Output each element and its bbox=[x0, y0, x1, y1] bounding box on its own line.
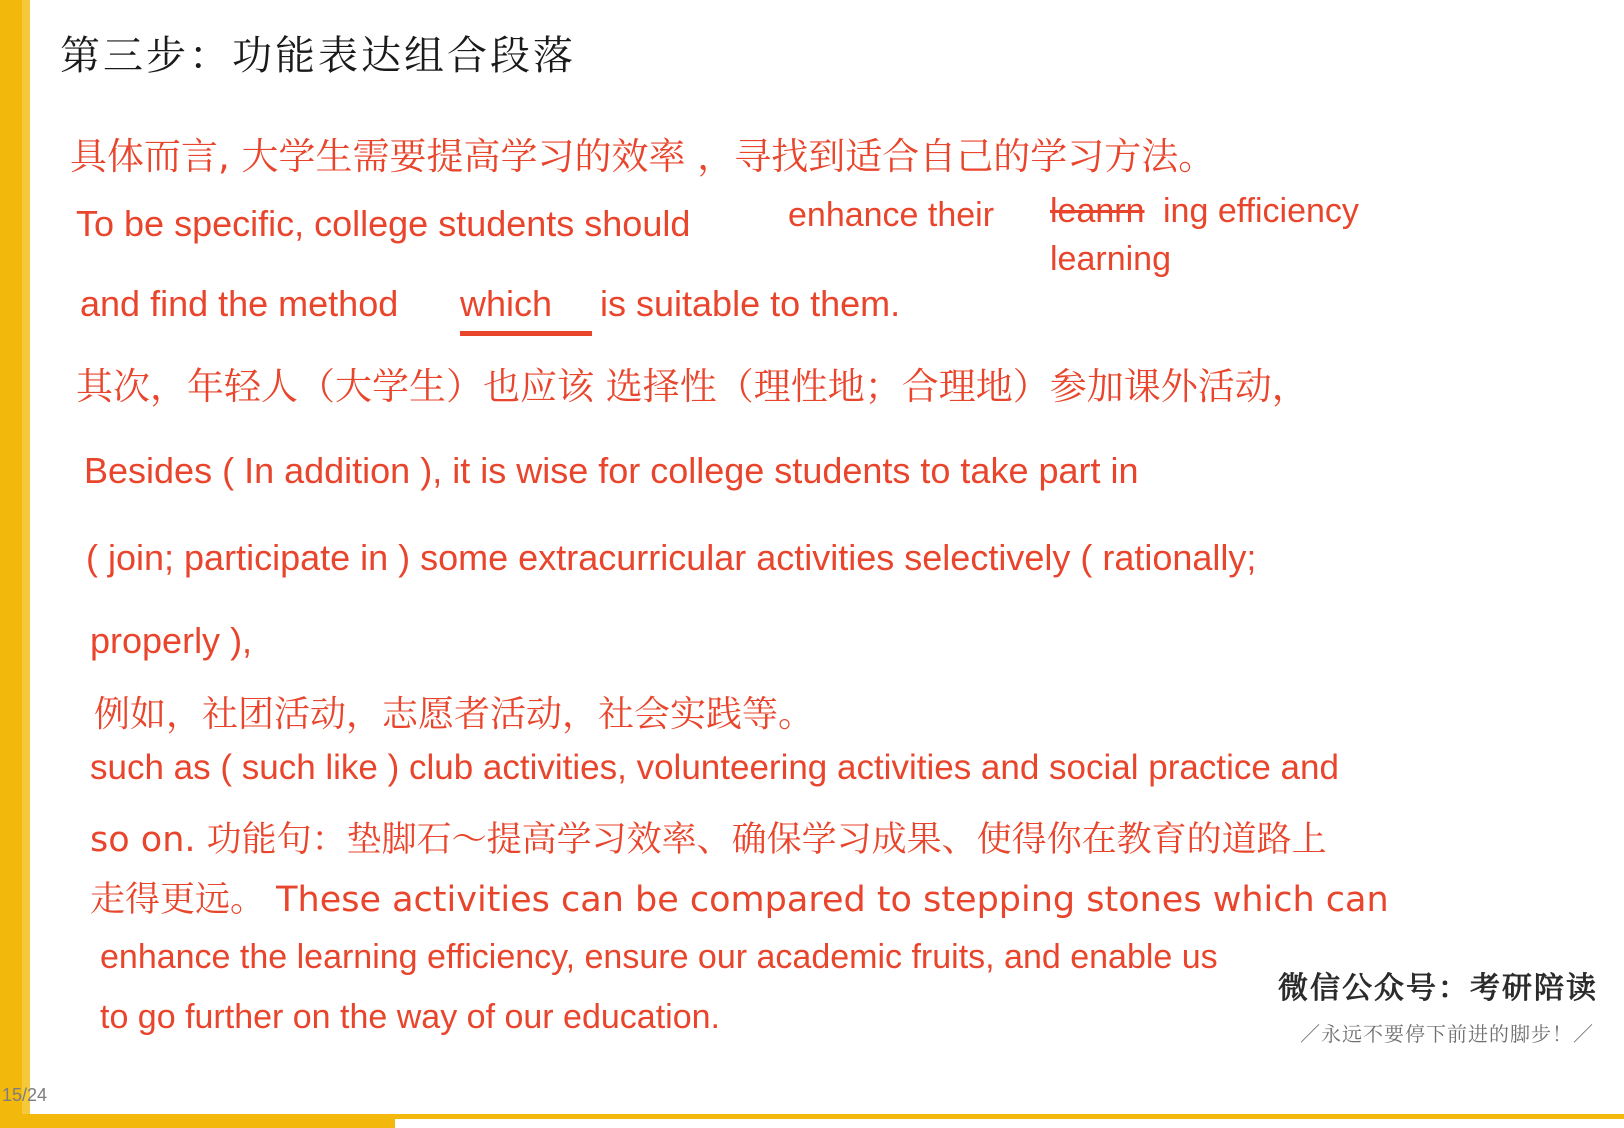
paragraph-line-2-strikethrough-word: leanrn bbox=[1050, 192, 1145, 230]
paragraph-line-3-underlined-word: which bbox=[460, 283, 553, 324]
watermark-tagline: ／永远不要停下前进的脚步！／ bbox=[1300, 1022, 1594, 1046]
paragraph-line-13-en: to go further on the way of our education. bbox=[100, 998, 720, 1036]
paragraph-line-10-mixed: so on. 功能句：垫脚石～提高学习效率、确保学习成果、使得你在教育的道路上 bbox=[90, 820, 1327, 860]
paragraph-line-12-en: enhance the learning efficiency, ensure our academic fruits, and enable us bbox=[100, 938, 1218, 976]
paragraph-line-5-en: Besides ( In addition ), it is wise for college students to take part in bbox=[84, 450, 1139, 491]
paragraph-line-6-en: ( join; participate in ) some extracurricular activities selectively ( rationally; bbox=[86, 537, 1257, 578]
paragraph-line-4-cn: 其次，年轻人（大学生）也应该 选择性（理性地；合理地）参加课外活动， bbox=[76, 365, 1309, 408]
paragraph-line-3-en-part-b: is suitable to them. bbox=[600, 283, 901, 324]
paragraph-line-9-en: such as ( such like ) club activities, volunteering activities and social practice and bbox=[90, 748, 1339, 787]
paragraph-line-1-cn: 具体而言, 大学生需要提高学习的效率 ，寻找到适合自己的学习方法。 bbox=[70, 135, 1216, 178]
paragraph-line-11-mixed: 走得更远。 These activities can be compared to stepping stones which can bbox=[90, 880, 1389, 920]
page-title bbox=[60, 24, 576, 81]
paragraph-line-8-cn: 例如，社团活动，志愿者活动，社会实践等。 bbox=[94, 694, 815, 735]
paragraph-line-7-en: properly ), bbox=[90, 620, 253, 661]
paragraph-line-2-en-part-c: ing efficiency bbox=[1163, 192, 1359, 230]
paragraph-line-2-correction-word: learning bbox=[1050, 240, 1171, 278]
bottom-accent-bar-cutout bbox=[395, 1119, 1624, 1128]
slide-content bbox=[28, 0, 1624, 1128]
paragraph-line-2-en-part-a: To be specific, college students should bbox=[76, 203, 691, 244]
underline-marker-which bbox=[460, 331, 592, 336]
page-title-text: 第三步：功能表达组合段落 bbox=[60, 33, 576, 79]
page-number: 15/24 bbox=[2, 1085, 48, 1105]
paragraph-line-3-en-part-a: and find the method bbox=[80, 283, 399, 324]
paragraph-line-2-en-part-b: enhance their bbox=[788, 196, 995, 234]
watermark-account-name: 微信公众号：考研陪读 bbox=[1278, 971, 1598, 1006]
